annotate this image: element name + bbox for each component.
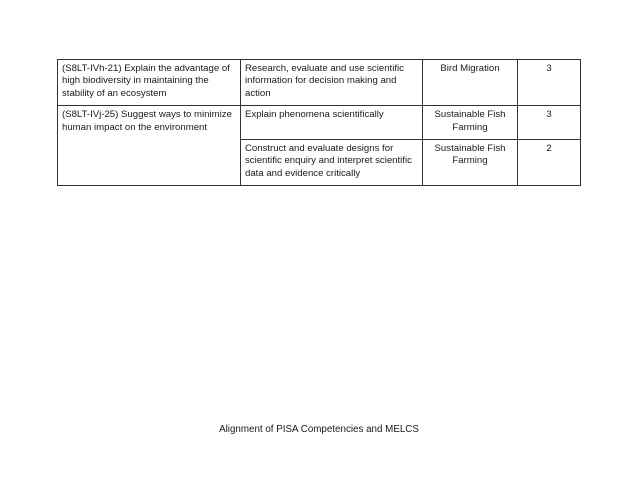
count-cell: 2 — [518, 140, 581, 186]
melc-cell: (S8LT-IVh-21) Explain the advantage of high biodiversity in maintaining the stability of an ecosystem — [58, 60, 241, 106]
unit-cell: Sustainable Fish Farming — [423, 140, 518, 186]
competency-cell: Construct and evaluate designs for scientific enquiry and interpret scientific data and evidence critically — [241, 140, 423, 186]
count-cell: 3 — [518, 60, 581, 106]
melc-cell: (S8LT-IVj-25) Suggest ways to minimize human impact on the environment — [58, 106, 241, 186]
count-cell: 3 — [518, 106, 581, 140]
table-row — [58, 106, 581, 140]
table-row — [58, 60, 581, 106]
competency-cell: Explain phenomena scientifically — [241, 106, 423, 140]
alignment-table — [57, 59, 581, 186]
competency-cell: Research, evaluate and use scientific information for decision making and action — [241, 60, 423, 106]
page-caption: Alignment of PISA Competencies and MELCS — [219, 424, 419, 435]
unit-cell: Bird Migration — [423, 60, 518, 106]
unit-cell: Sustainable Fish Farming — [423, 106, 518, 140]
